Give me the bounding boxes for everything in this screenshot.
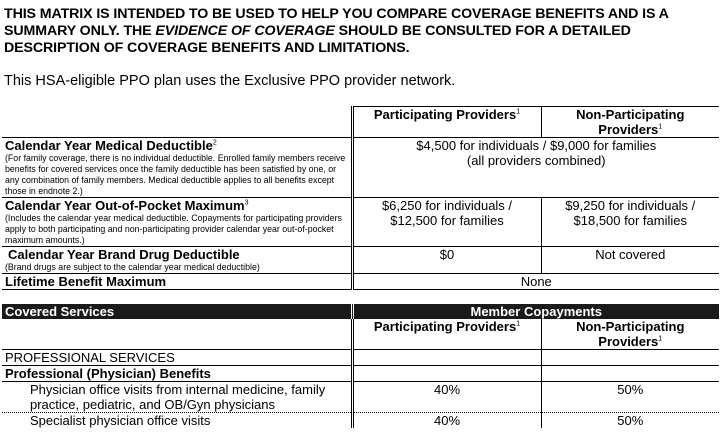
service-participating-value: 40%: [352, 382, 541, 413]
brand-drug-label: Calendar Year Brand Drug Deductible: [8, 247, 240, 262]
deductible-value: $4,500 for individuals / $9,000 for families (all providers combined): [352, 138, 719, 198]
oop-detail: (Includes the calendar year medical deductible. Copayments for participating providers apply to both participating and non-participating provider calendar year out-of-pocket maximum amounts.): [5, 213, 342, 245]
non-participating-providers-header: Non-Participating Providers$^1$: [541, 107, 719, 138]
brand-drug-participating-value: $0: [352, 247, 541, 274]
service-label: Physician office visits from internal medicine, family practice, pediatric, and OB/Gyn physicians: [2, 382, 352, 413]
deductible-label: Calendar Year Medical Deductible: [5, 138, 213, 153]
coverage-disclaimer: [4, 6, 716, 57]
lifetime-label-cell: [2, 274, 352, 290]
service-participating-value: 40%: [352, 413, 541, 429]
deductible-detail: (For family coverage, there is no individual deductible. Enrolled family members receive benefits for covered services once the family deductible has been satisfied by one, or any combination of family members. Medical deductible applies to all benefits except those in endnote 2.): [5, 153, 346, 196]
brand-drug-non-participating-value: Not covered: [541, 247, 719, 274]
network-note: This HSA-eligible PPO plan uses the Exclusive PPO provider network.: [4, 73, 456, 89]
spacer-row: [2, 290, 719, 305]
lifetime-label: Lifetime Benefit Maximum: [5, 274, 167, 289]
covered-services-heading: Covered Services: [5, 304, 115, 319]
participating-providers-header: Participating Providers$^1$: [352, 107, 541, 138]
service-non-participating-value: 50%: [541, 413, 719, 429]
disclaimer-text-part1: THIS MATRIX IS INTENDED TO BE USED TO HELP YOU COMPARE COVERAGE BENEFITS AND IS A SUMMARY ONLY. THE: [4, 6, 669, 39]
physician-benefits-row: [2, 366, 719, 382]
service-label: Specialist physician office visits: [30, 413, 211, 428]
professional-services-title: PROFESSIONAL SERVICES: [2, 350, 352, 366]
covered-services-header-row: [2, 304, 719, 319]
copay-header-blank: [2, 319, 352, 350]
oop-non-participating-value: $9,250 for individuals / $18,500 for families: [541, 198, 719, 247]
oop-participating-value: $6,250 for individuals / $12,500 for families: [352, 198, 541, 247]
physician-benefits-title: Professional (Physician) Benefits: [2, 366, 352, 382]
deductible-row: [2, 138, 719, 198]
brand-drug-detail: (Brand drugs are subject to the calendar year medical deductible): [5, 262, 260, 272]
brand-drug-row: [2, 247, 719, 274]
oop-label-cell: Calendar Year Out-of-Pocket Maximum$^3$ (Includes the calendar year medical deductible. Copayments for participating providers apply to both participating and non-participating provider calendar year out-of-pocket maximum amounts.): [2, 198, 352, 247]
table-row: [2, 382, 719, 413]
deductible-label-cell: Calendar Year Medical Deductible$^2$ (For family coverage, there is no individual deductible. Enrolled family members receive benefits for covered services once the family deductible has been satisfied by one, or any combination of family members. Medical deductible applies to all benefits except those in endnote 2.): [2, 138, 352, 198]
provider-header-row: [2, 107, 719, 138]
disclaimer-text-part2: SHOULD BE CONSULTED FOR A DETAILED DESCRIPTION OF COVERAGE BENEFITS AND LIMITATIONS.: [4, 23, 631, 56]
header-blank-cell: [2, 107, 352, 138]
service-non-participating-value: 50%: [541, 382, 719, 413]
copay-provider-header-row: [2, 319, 719, 350]
member-copayments-heading: Member Copayments: [352, 304, 719, 319]
professional-services-row: [2, 350, 719, 366]
disclaimer-emphasis: EVIDENCE OF COVERAGE: [155, 23, 335, 39]
benefits-matrix: [2, 106, 719, 428]
copay-participating-header: Participating Providers$^1$: [352, 319, 541, 350]
table-row: [2, 413, 719, 429]
lifetime-max-row: [2, 274, 719, 290]
copay-non-participating-header: Non-Participating Providers$^1$: [541, 319, 719, 350]
brand-drug-label-cell: [2, 247, 352, 274]
lifetime-value: None: [352, 274, 719, 290]
oop-max-row: [2, 198, 719, 247]
oop-label: Calendar Year Out-of-Pocket Maximum: [5, 198, 245, 213]
